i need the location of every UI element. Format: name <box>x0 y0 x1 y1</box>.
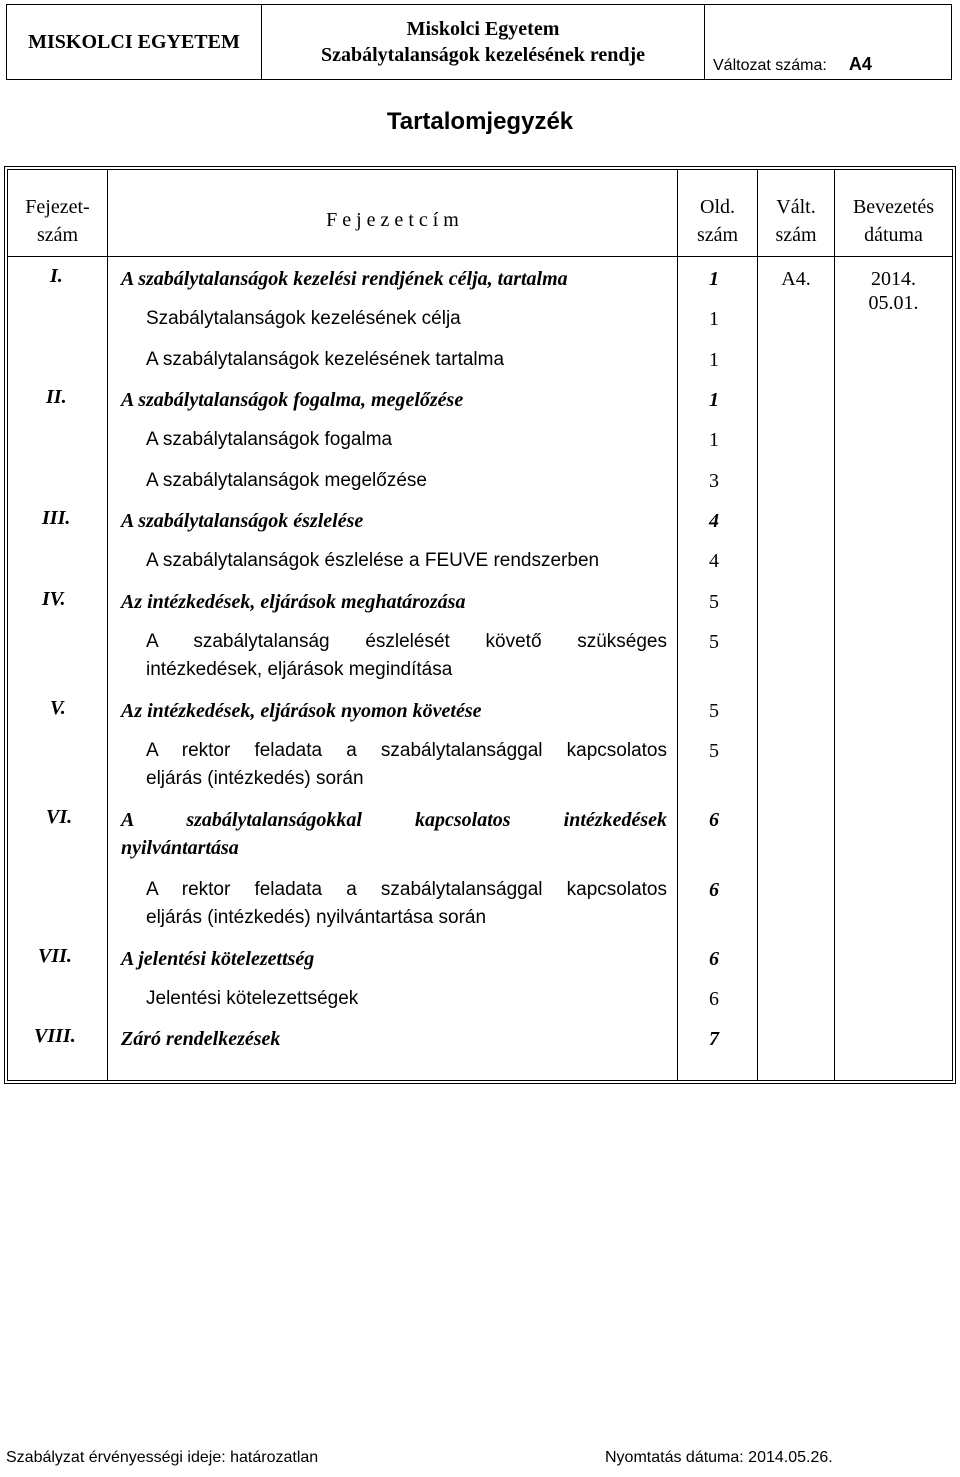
col-header-date-line2: dátuma <box>864 224 923 246</box>
section-title-line2: intézkedések, eljárások megindítása <box>146 659 453 680</box>
chapter-number: VII. <box>38 945 72 967</box>
title-line-1: Miskolci Egyetem <box>406 18 560 40</box>
chapter-number: II. <box>46 386 67 408</box>
chapter-number: VIII. <box>34 1025 76 1047</box>
date-line2: 05.01. <box>868 292 919 314</box>
page-number: 6 <box>709 809 719 831</box>
col-header-page-line2: szám <box>696 224 739 246</box>
page-number: 1 <box>709 308 719 330</box>
toc-table <box>4 166 956 1084</box>
col-header-chapter <box>8 193 107 249</box>
document-title-block <box>262 5 705 79</box>
col-header-version <box>758 193 834 249</box>
title-line-2: Szabálytalanságok kezelésének rendje <box>320 44 646 66</box>
col-header-date <box>835 193 952 249</box>
date-cell-value <box>835 265 952 317</box>
footer-validity: Szabályzat érvényességi ideje: határozatlan <box>6 1449 319 1466</box>
chapter-title: Záró rendelkezések <box>121 1028 281 1050</box>
page-number: 6 <box>709 879 719 901</box>
page-number: 5 <box>709 700 719 722</box>
chapter-number: IV. <box>42 588 66 610</box>
section-title-line1: A rektor feladata a szabálytalansággal kapcsolatos <box>146 740 667 761</box>
page-number: 6 <box>709 948 719 970</box>
version-cell <box>705 5 951 79</box>
chapter-number: VI. <box>46 806 73 828</box>
version-info <box>713 54 872 75</box>
chapter-title: Az intézkedések, eljárások meghatározása <box>121 591 466 613</box>
page-number: 4 <box>709 550 719 572</box>
section-title-line1: A szabálytalanság észlelését követő szükséges <box>146 631 667 652</box>
page-number: 5 <box>709 591 719 613</box>
chapter-title-line2: nyilvántartása <box>121 837 239 859</box>
org-name: MISKOLCI EGYETEM <box>7 5 262 79</box>
chapter-number: III. <box>42 507 71 529</box>
col-header-page <box>678 193 757 249</box>
page-number: 6 <box>709 988 719 1010</box>
section-title <box>146 876 667 932</box>
section-title <box>146 628 667 684</box>
col-header-page-line1: Old. <box>700 196 735 218</box>
section-title: Szabálytalanságok kezelésének célja <box>146 308 461 329</box>
page-title: Tartalomjegyzék <box>386 108 574 135</box>
page-number: 1 <box>709 389 719 411</box>
version-label: Változat száma: <box>713 57 827 74</box>
col-header-title: F e j e z e t c í m <box>326 209 459 231</box>
header-divider <box>8 256 952 257</box>
page-number: 1 <box>709 349 719 371</box>
page-number: 4 <box>709 510 719 532</box>
section-title <box>146 737 667 793</box>
col-header-version-line1: Vált. <box>776 196 816 218</box>
page-number: 1 <box>709 429 719 451</box>
section-title: A szabálytalanságok megelőzése <box>146 470 427 491</box>
version-value: A4 <box>848 54 872 74</box>
col-header-chapter-line2: szám <box>36 224 79 246</box>
chapter-title-line1: A szabálytalanságokkal kapcsolatos intézkedések <box>121 809 667 831</box>
page-number: 5 <box>709 631 719 653</box>
column-divider <box>757 170 758 1080</box>
section-title: A szabálytalanságok fogalma <box>146 429 393 450</box>
section-title-line1: A rektor feladata a szabálytalansággal kapcsolatos <box>146 879 667 900</box>
chapter-title: Az intézkedések, eljárások nyomon követése <box>121 700 482 722</box>
chapter-number: I. <box>50 265 63 287</box>
col-header-date-line1: Bevezetés <box>852 196 935 218</box>
chapter-number: V. <box>50 697 66 719</box>
col-header-chapter-line1: Fejezet- <box>25 196 90 218</box>
chapter-title: A szabálytalanságok észlelése <box>121 510 364 532</box>
version-cell-value: A4. <box>781 268 811 290</box>
page-number: 5 <box>709 740 719 762</box>
chapter-title <box>121 806 667 862</box>
chapter-title: A jelentési kötelezettség <box>121 948 315 970</box>
column-divider <box>677 170 678 1080</box>
section-title: A szabálytalanságok kezelésének tartalma <box>146 349 505 370</box>
chapter-title: A szabálytalanságok kezelési rendjének célja, tartalma <box>121 268 568 290</box>
page-number: 1 <box>709 268 719 290</box>
col-header-version-line2: szám <box>775 224 817 246</box>
chapter-title: A szabálytalanságok fogalma, megelőzése <box>121 389 464 411</box>
page-number: 7 <box>709 1028 719 1050</box>
document-header <box>6 4 952 80</box>
date-line1: 2014. <box>871 268 916 290</box>
column-divider <box>107 170 108 1080</box>
section-title-line2: eljárás (intézkedés) nyilvántartása során <box>146 907 487 928</box>
page-number: 3 <box>709 470 719 492</box>
footer-print-date: Nyomtatás dátuma: 2014.05.26. <box>605 1449 833 1466</box>
section-title: Jelentési kötelezettségek <box>146 988 359 1009</box>
section-title: A szabálytalanságok észlelése a FEUVE rendszerben <box>146 550 600 571</box>
section-title-line2: eljárás (intézkedés) során <box>146 768 364 789</box>
